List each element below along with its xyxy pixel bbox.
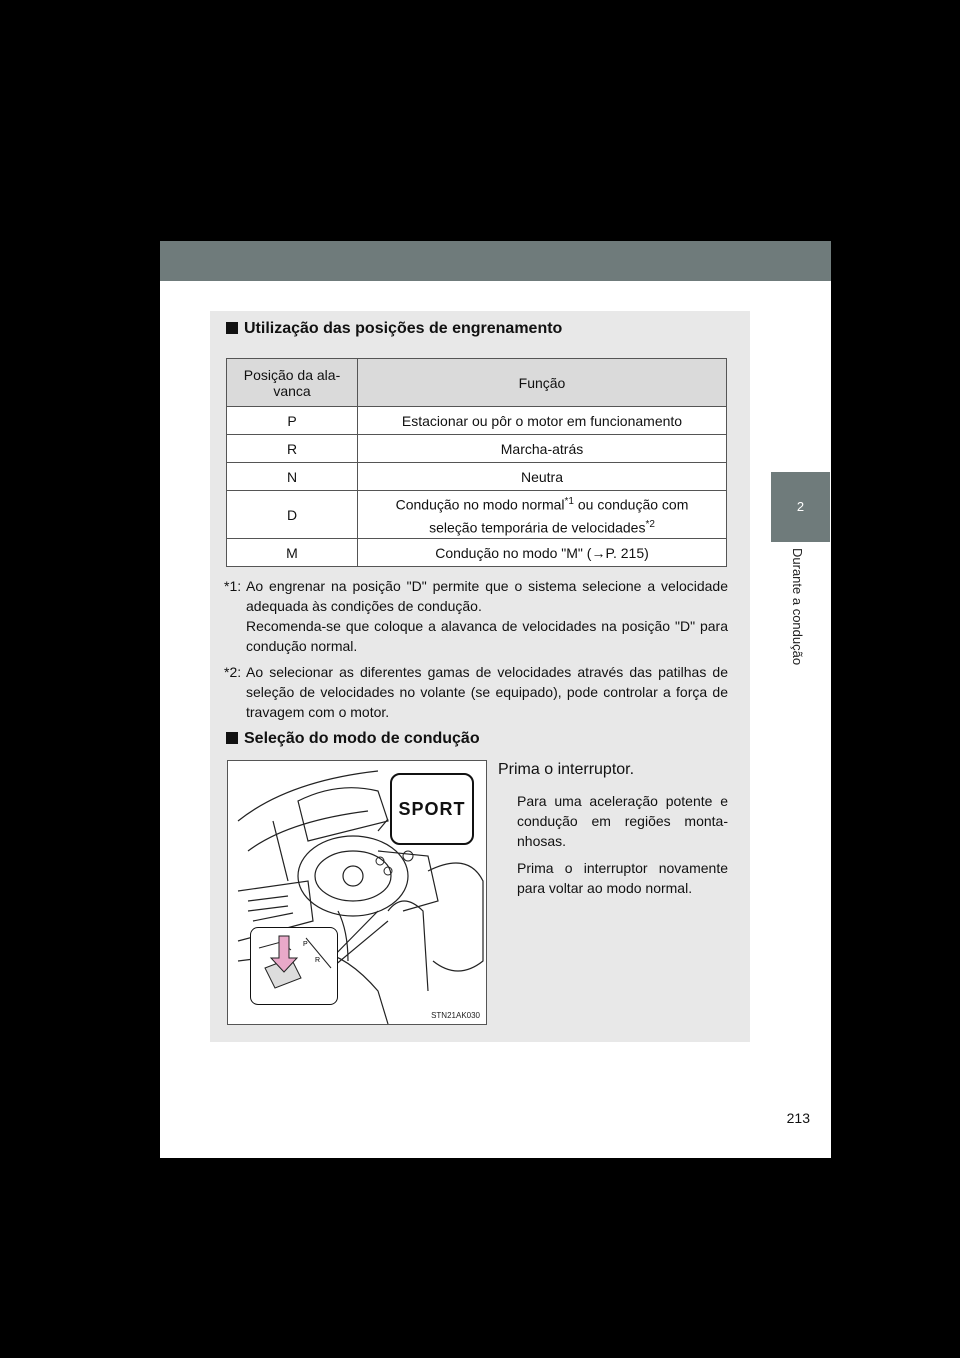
table-cell: R (227, 435, 358, 463)
table-cell: Condução no modo normal$^{*1}$ ou condução com seleção temporária de velocidades$^{*2}$ (358, 491, 727, 539)
paragraph-2: Prima o interruptor novamente para voltar ao modo normal. (517, 860, 728, 896)
header-bar (160, 241, 831, 281)
svg-text:R: R (315, 957, 321, 964)
table-cell: D (227, 491, 358, 539)
table-cell: Estacionar ou pôr o motor em funcionamento (358, 407, 727, 435)
table-cell: M (227, 539, 358, 567)
chapter-tab-label: Durante a condução (790, 548, 805, 666)
section1-heading: Utilização das posições de engrenamento (226, 320, 562, 338)
section2-heading: Seleção do modo de condução (226, 730, 480, 748)
table-cell: P (227, 407, 358, 435)
table-cell: Marcha-atrás (358, 435, 727, 463)
footnote-1: *1: Ao engrenar na posição "D" permite que o sistema selecione a velocidade adequada às condições de condução. Recomenda-se que coloque a alavanca de velocidades na posição "D" para condução normal. (224, 578, 728, 654)
sport-switch-callout: SPORT (390, 773, 474, 845)
table-row (227, 463, 727, 491)
footnote-2: *2: Ao selecionar as diferentes gamas de velocidades através das patilhas de seleção de velocidades no volante (se equipado), pode controlar a força de travagem com o motor. (224, 664, 728, 720)
table-cell: Condução no modo "M" (→P. 215) (358, 539, 727, 567)
table-row (227, 539, 727, 567)
gear-position-table (226, 358, 727, 567)
paragraph-1: Para uma aceleração potente e condução em regiões monta-nhosas. (517, 793, 728, 849)
table-row (227, 407, 727, 435)
figure-code: STN21AK030 (431, 1011, 480, 1020)
bullet-square-icon (226, 732, 238, 744)
table-row (227, 435, 727, 463)
table-cell: N (227, 463, 358, 491)
instruction: Prima o interruptor. (498, 761, 635, 778)
table-header-function: Função (358, 359, 727, 407)
table-cell: Neutra (358, 463, 727, 491)
page-number: 213 (786, 1110, 810, 1126)
table-row (227, 491, 727, 539)
sport-button-icon (251, 928, 337, 1004)
shift-lever-inset (250, 927, 338, 1005)
bullet-square-icon (226, 322, 238, 334)
svg-text:P: P (303, 941, 308, 948)
table-header-position: Posição da ala-vanca (227, 359, 358, 407)
sport-switch-figure (227, 760, 487, 1025)
chapter-tab-number: 2 (771, 472, 830, 542)
